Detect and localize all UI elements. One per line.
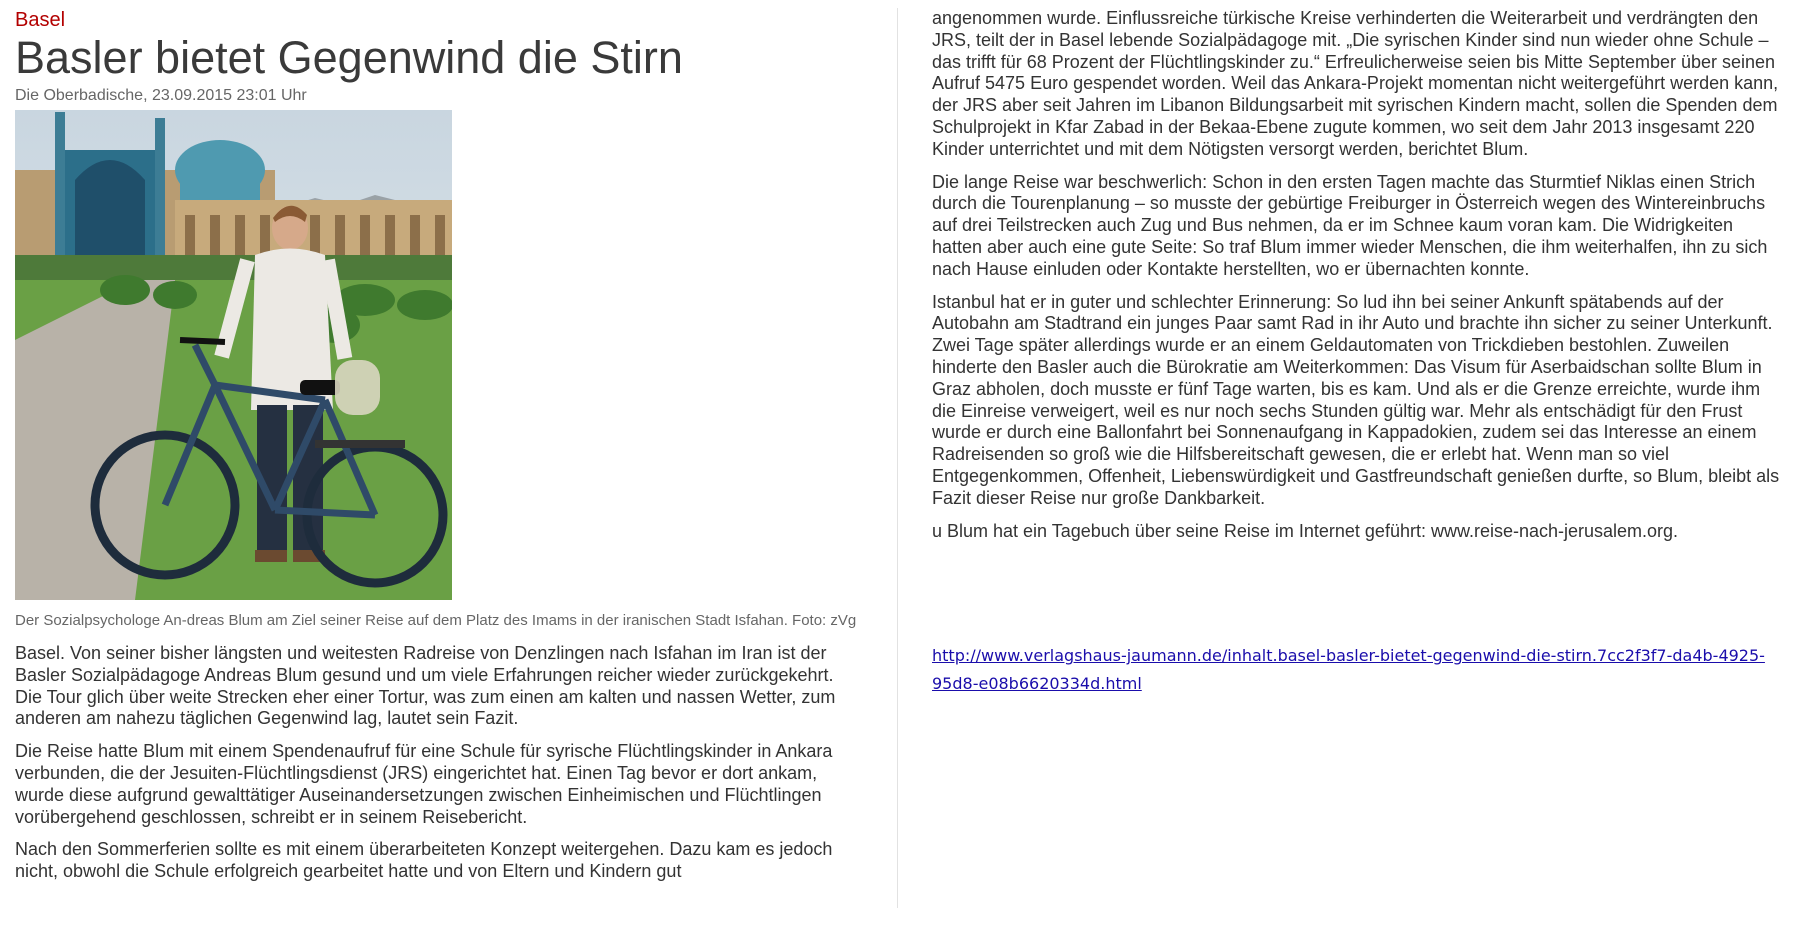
article-headline: Basler bietet Gegenwind die Stirn: [15, 32, 683, 83]
paragraph: u Blum hat ein Tagebuch über seine Reise im Internet geführt: www.reise-nach-jerusalem.org.: [932, 520, 1679, 541]
article-byline: Die Oberbadische, 23.09.2015 23:01 Uhr: [15, 87, 307, 104]
article-photo: [15, 110, 452, 600]
paragraph: Die Reise hatte Blum mit einem Spendenaufruf für eine Schule für syrische Flüchtlingskinder in Ankara verbunden, die der Jesuiten-Flüchtlingsdienst (JRS) eingerichtet hat. Einen Tag bevor er dort ankam, wurde diese aufgrund gewalttätiger Auseinandersetzungen zwischen Einheimischen und Flüchtlingen vorübergehend geschlossen, schreibt er in seinem Reisebericht.: [15, 741, 833, 827]
column-divider: [897, 8, 898, 908]
source-link[interactable]: http://www.verlagshaus-jaumann.de/inhalt.basel-basler-bietet-gegenwind-die-stirn.7cc2f3f7-da4b-4925-95d8-e08b6620334d.html: [932, 646, 1765, 694]
paragraph: Istanbul hat er in guter und schlechter Erinnerung: So lud ihn bei seiner Ankunft spätabends auf der Autobahn am Stadtrand ein junges Paar samt Rad in ihr Auto und brachte ihn sicher zu seiner Unterkunft. Zwei Tage später allerdings wurde er an einem Geldautomaten von Trickdieben bestohlen. Zuweilen hinderte den Basler auch die Bürokratie am Weiterkommen: Das Visum für Aserbaidschan sollte Blum in Graz abholen, doch musste er fünf Tage warten, bis es kam. Und als er die Grenze erreichte, wurde ihm die Einreise verweigert, weil es nur noch sechs Stunden gültig war. Mehr als entschädigt für den Frust wurde er durch eine Ballonfahrt bei Sonnenaufgang in Kappadokien, zudem sei das Interesse an einem Radreisenden so groß wie die Hilfsbereitschaft gewesen, die er erlebt hat. Wenn man so viel Entgegenkommen, Offenheit, Liebenswürdigkeit und Gastfreundschaft genießen durfte, so Blum, bleibt als Fazit dieser Reise nur große Dankbarkeit.: [932, 291, 1780, 508]
right-column: [932, 8, 1782, 698]
left-column: [15, 8, 865, 894]
paragraph: Nach den Sommerferien sollte es mit einem überarbeiteten Konzept weitergehen. Dazu kam es jedoch nicht, obwohl die Schule erfolgreich gearbeitet hatte und von Eltern und Kindern gut: [15, 839, 833, 882]
photo-caption: Der Sozialpsychologe An-dreas Blum am Ziel seiner Reise auf dem Platz des Imams in der iranischen Stadt Isfahan. Foto: zVg: [15, 612, 857, 629]
paragraph: angenommen wurde. Einflussreiche türkische Kreise verhinderten die Weiterarbeit und verdrängten den JRS, teilt der in Basel lebende Sozialpädagoge mit. „Die syrischen Kinder sind nun wieder ohne Schule – das trifft für 68 Prozent der Flüchtlingskinder zu.“ Erfreulicherweise seien bis Mitte September über seinen Aufruf 5475 Euro gespendet worden. Weil das Ankara-Projekt momentan nicht weitergeführt werden kann, der JRS aber seit Jahren im Libanon Bildungsarbeit mit syrischen Kindern macht, sollen die Spenden dem Schulprojekt in Kfar Zabad in der Bekaa-Ebene zugute kommen, wo seit dem Jahr 2013 insgesamt 220 Kinder unterrichtet und mit dem Nötigsten versorgt werden, berichtet Blum.: [932, 8, 1779, 159]
paragraph: Die lange Reise war beschwerlich: Schon in den ersten Tagen machte das Sturmtief Niklas einen Strich durch die Tourenplanung – so musste der gebürtige Freiburger in Österreich wegen des Wintereinbruchs auf drei Teilstrecken auch Zug und Bus nehmen, da er im Schnee kaum voran kam. Die Widrigkeiten hatten aber auch eine gute Seite: So traf Blum immer wieder Menschen, die ihm weiterhalfen, ihn zu sich nach Hause einluden oder Kontakte herstellten, wo er übernachten konnte.: [932, 171, 1768, 279]
paragraph: Basel. Von seiner bisher längsten und weitesten Radreise von Denzlingen nach Isfahan im Iran ist der Basler Sozialpädagoge Andreas Blum gesund und um viele Erfahrungen reicher wieder zurückgekehrt. Die Tour glich über weite Strecken eher einer Tortur, was zum einen am kalten und nassen Wetter, zum anderen am nahezu täglichen Gegenwind lag, lautet sein Fazit.: [15, 643, 836, 729]
section-label[interactable]: Basel: [15, 9, 66, 31]
